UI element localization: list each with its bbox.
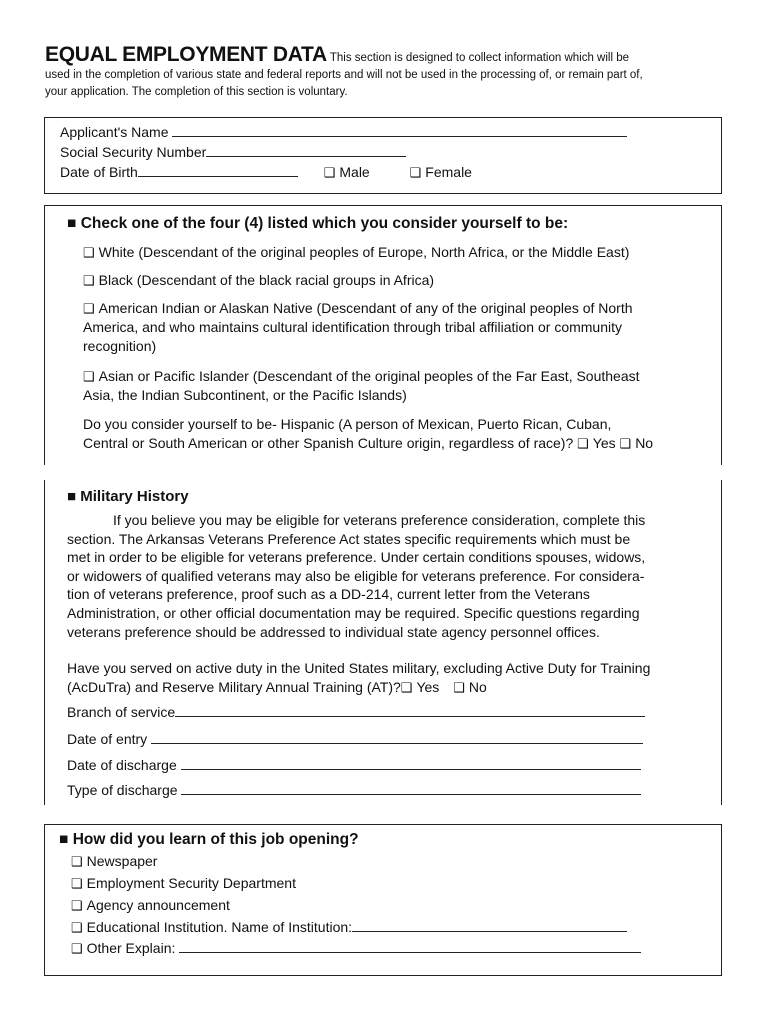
race-asian-line1: Asian or Pacific Islander (Descendant of the original peoples of the Far East, Southeast — [98, 368, 640, 384]
checkbox-icon[interactable]: ❑ — [577, 436, 589, 451]
source-other[interactable] — [71, 940, 641, 957]
military-para-line1: If you believe you may be eligible for veterans preference consideration, complete this — [113, 512, 646, 528]
page-title: EQUAL EMPLOYMENT DATA — [45, 43, 327, 66]
intro-text-1: This section is designed to collect information which will be — [329, 52, 630, 64]
square-bullet-icon: ■ — [67, 215, 77, 232]
branch-row — [67, 704, 645, 720]
intro-block — [45, 43, 745, 101]
military-question — [67, 659, 717, 697]
source-esd[interactable] — [71, 875, 296, 892]
institution-field[interactable] — [352, 919, 627, 932]
discharge-type-field[interactable] — [181, 782, 641, 795]
intro-text-3: your application. The completion of this section is voluntary. — [45, 86, 348, 98]
esd-label: Employment Security Department — [86, 875, 296, 891]
military-para-line4: or widowers of qualified veterans may also be eligible for veterans preference. For considera- — [67, 567, 645, 584]
checkbox-icon[interactable]: ❑ — [323, 165, 336, 180]
discharge-date-field[interactable] — [181, 757, 641, 770]
checkbox-icon[interactable]: ❑ — [83, 245, 95, 260]
female-label: Female — [425, 164, 472, 180]
applicant-name-row — [60, 124, 627, 140]
hispanic-no-label: No — [635, 435, 654, 451]
race-native-line3: recognition) — [83, 338, 157, 354]
checkbox-icon[interactable]: ❑ — [71, 941, 83, 956]
military-para-line5: tion of veterans preference, proof such as a DD-214, current letter from the Veterans — [67, 586, 590, 603]
job-source-box — [44, 824, 722, 976]
checkbox-icon[interactable]: ❑ — [83, 301, 95, 316]
checkbox-icon[interactable]: ❑ — [619, 436, 632, 451]
race-native-line2: America, and who maintains cultural identification through tribal affiliation or community — [83, 319, 623, 335]
military-question-line2: (AcDuTra) and Reserve Military Annual Training (AT)? — [67, 679, 401, 695]
checkbox-icon[interactable]: ❑ — [71, 898, 83, 913]
military-no-label: No — [468, 679, 487, 695]
entry-date-field[interactable] — [151, 731, 643, 744]
branch-field[interactable] — [175, 704, 645, 717]
source-education[interactable] — [71, 919, 627, 936]
race-heading — [67, 215, 568, 233]
dob-row — [60, 164, 472, 181]
female-option[interactable] — [410, 164, 472, 180]
military-para-line6: Administration, or other official documentation may be required. Specific questions regarding — [67, 604, 640, 621]
checkbox-icon[interactable]: ❑ — [83, 369, 95, 384]
checkbox-icon[interactable]: ❑ — [71, 876, 83, 891]
source-newspaper[interactable] — [71, 853, 157, 870]
checkbox-icon[interactable]: ❑ — [400, 680, 413, 695]
race-white-label: White (Descendant of the original peoples of Europe, North Africa, or the Middle East) — [98, 244, 630, 260]
square-bullet-icon: ■ — [59, 831, 69, 848]
ssn-label: Social Security Number — [60, 144, 207, 160]
entry-date-row — [67, 731, 643, 747]
checkbox-icon[interactable]: ❑ — [71, 920, 83, 935]
male-label: Male — [339, 164, 370, 180]
military-para-line7: veterans preference should be addressed to individual state agency personnel offices. — [67, 623, 600, 640]
hispanic-question — [83, 415, 723, 453]
military-para-line3: met in order to be eligible for veterans preference. Under certain conditions spouses, widows, — [67, 549, 646, 566]
checkbox-icon[interactable]: ❑ — [453, 680, 465, 695]
job-source-heading-text: How did you learn of this job opening? — [72, 831, 359, 848]
newspaper-label: Newspaper — [86, 853, 158, 869]
military-box — [44, 480, 722, 805]
discharge-type-label: Type of discharge — [67, 782, 178, 798]
checkbox-icon[interactable]: ❑ — [83, 273, 95, 288]
other-explain-field[interactable] — [179, 940, 641, 953]
checkbox-icon[interactable]: ❑ — [71, 854, 83, 869]
military-yes-label: Yes — [416, 679, 440, 695]
military-question-line1: Have you served on active duty in the United States military, excluding Active Duty for Training — [67, 660, 651, 676]
intro-text-2: used in the completion of various state and federal reports and will not be used in the processing of, or remain part of, — [45, 69, 643, 81]
race-black-label: Black (Descendant of the black racial groups in Africa) — [98, 272, 435, 288]
military-heading-text: Military History — [80, 488, 189, 505]
source-agency[interactable] — [71, 897, 230, 914]
discharge-date-row — [67, 757, 641, 773]
race-box — [44, 205, 722, 465]
ssn-row — [60, 144, 406, 160]
branch-label: Branch of service — [67, 704, 176, 720]
hispanic-line1: Do you consider yourself to be- Hispanic (A person of Mexican, Puerto Rican, Cuban, — [83, 416, 612, 432]
military-paragraph — [67, 511, 717, 641]
square-bullet-icon: ■ — [67, 488, 77, 505]
race-asian-line2: Asia, the Indian Subcontinent, or the Pacific Islands) — [83, 387, 407, 403]
job-source-heading — [59, 831, 359, 849]
race-option-white[interactable] — [83, 244, 629, 261]
race-heading-text: Check one of the four (4) listed which you consider yourself to be: — [80, 215, 569, 232]
race-option-black[interactable] — [83, 272, 434, 289]
race-option-asian[interactable] — [83, 367, 723, 405]
discharge-type-row — [67, 782, 641, 798]
race-option-native[interactable] — [83, 299, 723, 356]
hispanic-yes-label: Yes — [592, 435, 616, 451]
applicant-name-label: Applicant's Name — [60, 124, 169, 140]
dob-label: Date of Birth — [60, 164, 138, 180]
other-label: Other Explain: — [86, 940, 176, 956]
education-label: Educational Institution. Name of Institution: — [86, 919, 353, 935]
applicant-info-box — [44, 117, 722, 194]
discharge-date-label: Date of discharge — [67, 757, 177, 773]
agency-label: Agency announcement — [86, 897, 230, 913]
dob-field[interactable] — [138, 164, 298, 177]
male-option[interactable] — [324, 164, 370, 180]
military-para-line2: section. The Arkansas Veterans Preference Act states specific requirements which must be — [67, 530, 631, 547]
checkbox-icon[interactable]: ❑ — [409, 165, 422, 180]
race-native-line1: American Indian or Alaskan Native (Descendant of any of the original peoples of North — [98, 300, 633, 316]
applicant-name-field[interactable] — [172, 124, 627, 137]
entry-date-label: Date of entry — [67, 731, 148, 747]
hispanic-line2: Central or South American or other Spanish Culture origin, regardless of race)? — [83, 435, 574, 451]
ssn-field[interactable] — [206, 144, 406, 157]
military-heading — [67, 488, 189, 505]
